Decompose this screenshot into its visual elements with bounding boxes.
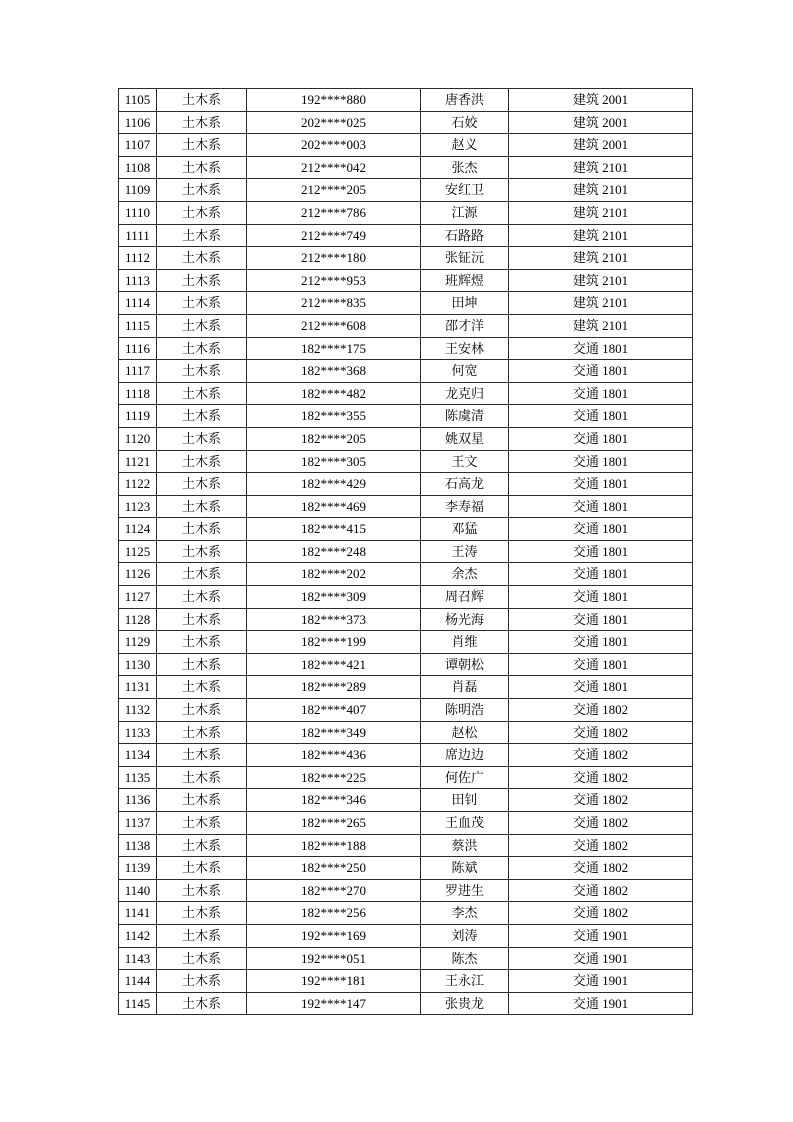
- cell-student_id: 182****373: [247, 608, 421, 631]
- table-row: [119, 201, 693, 224]
- cell-department: 土木系: [157, 405, 247, 428]
- cell-student_id: 182****270: [247, 879, 421, 902]
- cell-department: 土木系: [157, 292, 247, 315]
- student-table-body: [119, 89, 693, 1015]
- cell-student_id: 182****349: [247, 721, 421, 744]
- cell-class: 交通 1901: [509, 924, 693, 947]
- table-row: [119, 247, 693, 270]
- cell-class: 建筑 2101: [509, 224, 693, 247]
- cell-index: 1140: [119, 879, 157, 902]
- cell-class: 建筑 2001: [509, 111, 693, 134]
- table-row: [119, 269, 693, 292]
- cell-name: 王安林: [421, 337, 509, 360]
- cell-index: 1131: [119, 676, 157, 699]
- table-row: [119, 586, 693, 609]
- cell-department: 土木系: [157, 766, 247, 789]
- cell-class: 建筑 2101: [509, 179, 693, 202]
- cell-name: 陈虞清: [421, 405, 509, 428]
- cell-name: 田钊: [421, 789, 509, 812]
- cell-student_id: 212****749: [247, 224, 421, 247]
- cell-name: 赵义: [421, 134, 509, 157]
- cell-department: 土木系: [157, 247, 247, 270]
- cell-class: 交通 1802: [509, 812, 693, 835]
- cell-student_id: 202****003: [247, 134, 421, 157]
- cell-student_id: 182****265: [247, 812, 421, 835]
- cell-name: 张杰: [421, 156, 509, 179]
- cell-name: 王文: [421, 450, 509, 473]
- cell-department: 土木系: [157, 586, 247, 609]
- cell-index: 1116: [119, 337, 157, 360]
- cell-department: 土木系: [157, 676, 247, 699]
- cell-department: 土木系: [157, 924, 247, 947]
- cell-index: 1121: [119, 450, 157, 473]
- cell-index: 1143: [119, 947, 157, 970]
- cell-name: 谭朝松: [421, 653, 509, 676]
- student-table: [118, 88, 693, 1015]
- cell-class: 交通 1801: [509, 473, 693, 496]
- cell-class: 交通 1801: [509, 427, 693, 450]
- cell-department: 土木系: [157, 495, 247, 518]
- cell-department: 土木系: [157, 744, 247, 767]
- cell-student_id: 212****953: [247, 269, 421, 292]
- cell-index: 1128: [119, 608, 157, 631]
- cell-index: 1118: [119, 382, 157, 405]
- cell-student_id: 182****205: [247, 427, 421, 450]
- cell-student_id: 182****355: [247, 405, 421, 428]
- cell-student_id: 182****248: [247, 540, 421, 563]
- cell-class: 交通 1901: [509, 947, 693, 970]
- cell-class: 交通 1802: [509, 789, 693, 812]
- cell-student_id: 192****169: [247, 924, 421, 947]
- cell-class: 交通 1801: [509, 382, 693, 405]
- table-row: [119, 947, 693, 970]
- table-row: [119, 857, 693, 880]
- cell-index: 1115: [119, 314, 157, 337]
- cell-class: 交通 1801: [509, 653, 693, 676]
- cell-student_id: 182****415: [247, 518, 421, 541]
- cell-class: 交通 1802: [509, 879, 693, 902]
- cell-class: 建筑 2101: [509, 156, 693, 179]
- cell-department: 土木系: [157, 992, 247, 1015]
- cell-name: 刘涛: [421, 924, 509, 947]
- cell-student_id: 182****225: [247, 766, 421, 789]
- cell-name: 张贵龙: [421, 992, 509, 1015]
- cell-department: 土木系: [157, 699, 247, 722]
- cell-student_id: 182****250: [247, 857, 421, 880]
- cell-index: 1129: [119, 631, 157, 654]
- cell-student_id: 182****346: [247, 789, 421, 812]
- table-row: [119, 156, 693, 179]
- cell-department: 土木系: [157, 879, 247, 902]
- cell-department: 土木系: [157, 179, 247, 202]
- cell-department: 土木系: [157, 721, 247, 744]
- table-row: [119, 427, 693, 450]
- cell-student_id: 182****407: [247, 699, 421, 722]
- cell-index: 1109: [119, 179, 157, 202]
- cell-department: 土木系: [157, 269, 247, 292]
- cell-index: 1105: [119, 89, 157, 112]
- cell-class: 交通 1801: [509, 360, 693, 383]
- cell-student_id: 192****147: [247, 992, 421, 1015]
- cell-index: 1114: [119, 292, 157, 315]
- table-row: [119, 134, 693, 157]
- table-row: [119, 179, 693, 202]
- table-row: [119, 111, 693, 134]
- cell-class: 建筑 2001: [509, 134, 693, 157]
- cell-student_id: 212****786: [247, 201, 421, 224]
- cell-class: 交通 1802: [509, 766, 693, 789]
- cell-index: 1134: [119, 744, 157, 767]
- table-row: [119, 721, 693, 744]
- cell-student_id: 182****469: [247, 495, 421, 518]
- cell-student_id: 182****436: [247, 744, 421, 767]
- table-row: [119, 337, 693, 360]
- cell-name: 王涛: [421, 540, 509, 563]
- cell-student_id: 202****025: [247, 111, 421, 134]
- cell-class: 建筑 2101: [509, 201, 693, 224]
- cell-student_id: 192****181: [247, 970, 421, 993]
- table-row: [119, 314, 693, 337]
- cell-index: 1145: [119, 992, 157, 1015]
- cell-name: 张钲沅: [421, 247, 509, 270]
- cell-department: 土木系: [157, 134, 247, 157]
- cell-student_id: 182****421: [247, 653, 421, 676]
- cell-class: 交通 1801: [509, 495, 693, 518]
- cell-department: 土木系: [157, 540, 247, 563]
- cell-department: 土木系: [157, 608, 247, 631]
- cell-index: 1122: [119, 473, 157, 496]
- table-row: [119, 360, 693, 383]
- cell-name: 安红卫: [421, 179, 509, 202]
- cell-class: 交通 1801: [509, 631, 693, 654]
- cell-student_id: 212****205: [247, 179, 421, 202]
- cell-index: 1127: [119, 586, 157, 609]
- cell-student_id: 182****309: [247, 586, 421, 609]
- table-row: [119, 292, 693, 315]
- cell-student_id: 182****202: [247, 563, 421, 586]
- cell-department: 土木系: [157, 111, 247, 134]
- cell-department: 土木系: [157, 834, 247, 857]
- cell-index: 1123: [119, 495, 157, 518]
- cell-name: 邓猛: [421, 518, 509, 541]
- cell-class: 交通 1801: [509, 563, 693, 586]
- cell-name: 余杰: [421, 563, 509, 586]
- cell-student_id: 212****608: [247, 314, 421, 337]
- cell-class: 交通 1801: [509, 518, 693, 541]
- cell-department: 土木系: [157, 812, 247, 835]
- cell-index: 1137: [119, 812, 157, 835]
- table-row: [119, 834, 693, 857]
- table-row: [119, 405, 693, 428]
- cell-student_id: 192****880: [247, 89, 421, 112]
- cell-department: 土木系: [157, 857, 247, 880]
- cell-department: 土木系: [157, 631, 247, 654]
- table-row: [119, 812, 693, 835]
- cell-department: 土木系: [157, 947, 247, 970]
- cell-department: 土木系: [157, 970, 247, 993]
- cell-student_id: 212****835: [247, 292, 421, 315]
- cell-class: 交通 1901: [509, 992, 693, 1015]
- cell-class: 交通 1802: [509, 721, 693, 744]
- table-row: [119, 699, 693, 722]
- cell-class: 建筑 2001: [509, 89, 693, 112]
- cell-name: 龙克归: [421, 382, 509, 405]
- cell-name: 陈斌: [421, 857, 509, 880]
- cell-index: 1139: [119, 857, 157, 880]
- cell-name: 肖磊: [421, 676, 509, 699]
- cell-index: 1138: [119, 834, 157, 857]
- cell-student_id: 182****429: [247, 473, 421, 496]
- cell-index: 1144: [119, 970, 157, 993]
- cell-name: 江源: [421, 201, 509, 224]
- cell-name: 周召辉: [421, 586, 509, 609]
- cell-class: 建筑 2101: [509, 269, 693, 292]
- cell-name: 石姣: [421, 111, 509, 134]
- cell-student_id: 212****042: [247, 156, 421, 179]
- cell-index: 1106: [119, 111, 157, 134]
- cell-department: 土木系: [157, 450, 247, 473]
- table-row: [119, 924, 693, 947]
- cell-index: 1112: [119, 247, 157, 270]
- table-row: [119, 540, 693, 563]
- cell-student_id: 182****482: [247, 382, 421, 405]
- cell-name: 姚双星: [421, 427, 509, 450]
- cell-index: 1125: [119, 540, 157, 563]
- table-row: [119, 495, 693, 518]
- cell-index: 1111: [119, 224, 157, 247]
- cell-department: 土木系: [157, 314, 247, 337]
- cell-name: 何佐广: [421, 766, 509, 789]
- cell-department: 土木系: [157, 337, 247, 360]
- cell-department: 土木系: [157, 473, 247, 496]
- cell-index: 1108: [119, 156, 157, 179]
- cell-department: 土木系: [157, 201, 247, 224]
- table-row: [119, 653, 693, 676]
- cell-class: 交通 1802: [509, 699, 693, 722]
- cell-name: 席边边: [421, 744, 509, 767]
- cell-name: 杨光海: [421, 608, 509, 631]
- table-row: [119, 902, 693, 925]
- cell-student_id: 182****256: [247, 902, 421, 925]
- cell-name: 李寿福: [421, 495, 509, 518]
- table-row: [119, 563, 693, 586]
- cell-name: 罗进生: [421, 879, 509, 902]
- cell-department: 土木系: [157, 360, 247, 383]
- cell-class: 交通 1801: [509, 676, 693, 699]
- cell-index: 1117: [119, 360, 157, 383]
- cell-department: 土木系: [157, 518, 247, 541]
- cell-student_id: 192****051: [247, 947, 421, 970]
- cell-name: 陈杰: [421, 947, 509, 970]
- table-row: [119, 224, 693, 247]
- cell-name: 何宽: [421, 360, 509, 383]
- cell-student_id: 182****368: [247, 360, 421, 383]
- cell-index: 1142: [119, 924, 157, 947]
- table-row: [119, 879, 693, 902]
- table-row: [119, 970, 693, 993]
- cell-name: 唐香洪: [421, 89, 509, 112]
- cell-index: 1136: [119, 789, 157, 812]
- cell-class: 交通 1802: [509, 744, 693, 767]
- cell-student_id: 182****305: [247, 450, 421, 473]
- cell-class: 建筑 2101: [509, 292, 693, 315]
- table-row: [119, 744, 693, 767]
- cell-student_id: 182****199: [247, 631, 421, 654]
- cell-class: 交通 1802: [509, 902, 693, 925]
- cell-class: 交通 1901: [509, 970, 693, 993]
- cell-department: 土木系: [157, 902, 247, 925]
- cell-index: 1133: [119, 721, 157, 744]
- cell-student_id: 182****188: [247, 834, 421, 857]
- cell-class: 交通 1801: [509, 540, 693, 563]
- cell-class: 交通 1801: [509, 608, 693, 631]
- cell-name: 田坤: [421, 292, 509, 315]
- cell-class: 交通 1801: [509, 586, 693, 609]
- cell-class: 交通 1801: [509, 337, 693, 360]
- cell-name: 石高龙: [421, 473, 509, 496]
- cell-index: 1107: [119, 134, 157, 157]
- table-row: [119, 382, 693, 405]
- table-row: [119, 992, 693, 1015]
- cell-student_id: 182****175: [247, 337, 421, 360]
- cell-class: 交通 1802: [509, 834, 693, 857]
- cell-name: 蔡洪: [421, 834, 509, 857]
- cell-department: 土木系: [157, 789, 247, 812]
- table-row: [119, 608, 693, 631]
- cell-name: 班辉煜: [421, 269, 509, 292]
- cell-index: 1110: [119, 201, 157, 224]
- table-row: [119, 766, 693, 789]
- cell-name: 李杰: [421, 902, 509, 925]
- cell-department: 土木系: [157, 224, 247, 247]
- table-row: [119, 676, 693, 699]
- cell-name: 石路路: [421, 224, 509, 247]
- cell-department: 土木系: [157, 427, 247, 450]
- cell-index: 1113: [119, 269, 157, 292]
- cell-index: 1126: [119, 563, 157, 586]
- cell-name: 肖维: [421, 631, 509, 654]
- cell-class: 建筑 2101: [509, 314, 693, 337]
- cell-department: 土木系: [157, 382, 247, 405]
- table-row: [119, 89, 693, 112]
- cell-department: 土木系: [157, 653, 247, 676]
- cell-index: 1130: [119, 653, 157, 676]
- cell-student_id: 182****289: [247, 676, 421, 699]
- cell-class: 交通 1801: [509, 405, 693, 428]
- cell-index: 1141: [119, 902, 157, 925]
- table-row: [119, 789, 693, 812]
- cell-name: 王血茂: [421, 812, 509, 835]
- cell-index: 1124: [119, 518, 157, 541]
- cell-class: 交通 1802: [509, 857, 693, 880]
- cell-index: 1132: [119, 699, 157, 722]
- cell-name: 赵松: [421, 721, 509, 744]
- cell-student_id: 212****180: [247, 247, 421, 270]
- cell-name: 邵才洋: [421, 314, 509, 337]
- table-row: [119, 518, 693, 541]
- table-row: [119, 473, 693, 496]
- cell-name: 陈明浩: [421, 699, 509, 722]
- cell-class: 建筑 2101: [509, 247, 693, 270]
- table-row: [119, 631, 693, 654]
- table-row: [119, 450, 693, 473]
- cell-class: 交通 1801: [509, 450, 693, 473]
- cell-name: 王永江: [421, 970, 509, 993]
- cell-index: 1119: [119, 405, 157, 428]
- cell-department: 土木系: [157, 156, 247, 179]
- cell-department: 土木系: [157, 563, 247, 586]
- cell-index: 1135: [119, 766, 157, 789]
- cell-department: 土木系: [157, 89, 247, 112]
- cell-index: 1120: [119, 427, 157, 450]
